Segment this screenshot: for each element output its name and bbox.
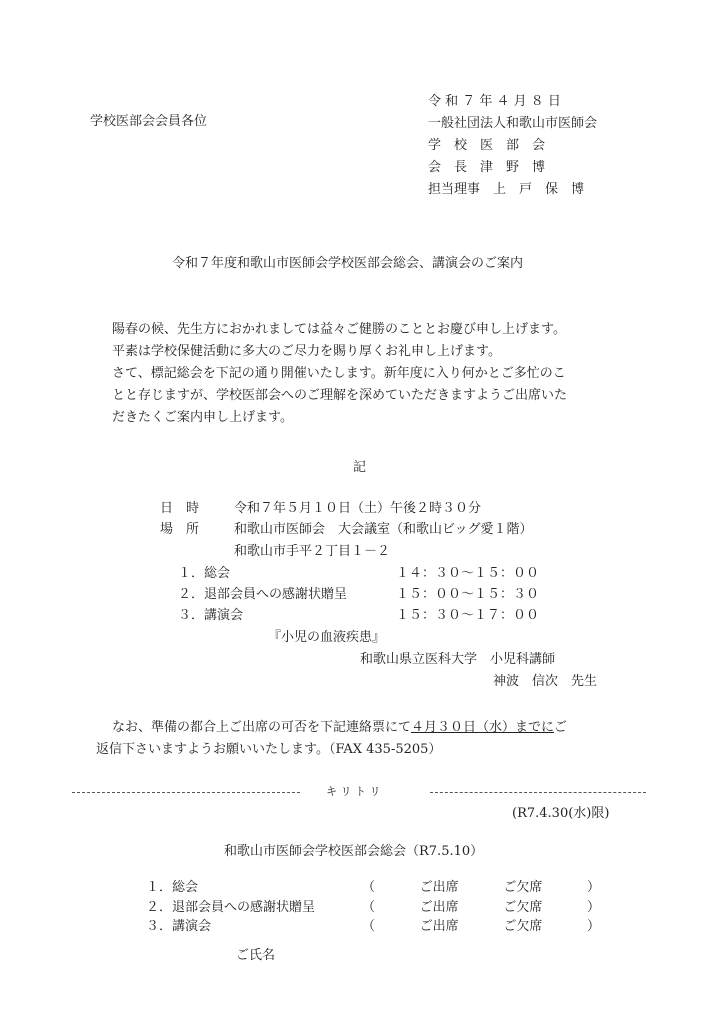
note-line bbox=[112, 716, 567, 735]
sender-president: 会 長 津 野 博 bbox=[428, 160, 546, 175]
attend-option[interactable]: ご出席 bbox=[419, 919, 459, 934]
paren-close: ） bbox=[586, 900, 600, 915]
absent-option[interactable]: ご欠席 bbox=[503, 919, 543, 934]
reply-row-choices bbox=[362, 915, 600, 934]
lecture-title: 『小児の血液疾患』 bbox=[268, 630, 386, 645]
attend-option[interactable]: ご出席 bbox=[419, 880, 459, 895]
body-line: 平素は学校保健活動に多大のご尽力を賜り厚くお礼申し上げます。 bbox=[112, 344, 501, 359]
cut-line-right bbox=[430, 792, 646, 793]
cut-label: キ リ ト リ bbox=[326, 785, 381, 798]
name-label: ご氏名 bbox=[236, 948, 276, 963]
absent-option[interactable]: ご欠席 bbox=[503, 880, 543, 895]
ki-heading: 記 bbox=[353, 460, 367, 475]
paren-open: （ bbox=[362, 880, 376, 895]
paren-open: （ bbox=[362, 919, 376, 934]
absent-option[interactable]: ご欠席 bbox=[503, 900, 543, 915]
reply-deadline: ４月３０日（水）までに bbox=[411, 720, 555, 735]
datetime-value: 令和７年５月１０日（土）午後２時３０分 bbox=[234, 501, 482, 516]
note-line: 返信下さいますようお願いいたします。（FAX 435-5205） bbox=[96, 742, 442, 757]
place-label: 場 所 bbox=[160, 522, 200, 537]
program-item-label: ３．講演会 bbox=[178, 608, 244, 623]
body-line: 陽春の候、先生方におかれましては益々ご健勝のこととお慶び申し上げます。 bbox=[112, 322, 566, 337]
cut-line-left bbox=[72, 792, 300, 793]
sender-org: 一般社団法人和歌山市医師会 bbox=[428, 116, 598, 131]
datetime-label: 日 時 bbox=[160, 501, 200, 516]
body-line: だきたくご案内申し上げます。 bbox=[112, 410, 293, 425]
reply-row-label: １．総会 bbox=[146, 880, 199, 895]
program-item-label: ２．退部会員への感謝状贈呈 bbox=[178, 587, 348, 602]
lecturer-affiliation: 和歌山県立医科大学 小児科講師 bbox=[360, 652, 556, 667]
reply-row-choices bbox=[362, 876, 600, 895]
addressee: 学校医部会会員各位 bbox=[90, 114, 208, 129]
paren-open: （ bbox=[362, 900, 376, 915]
sender-dept: 学 校 医 部 会 bbox=[428, 138, 546, 153]
program-item-time: １５：００～１５：３０ bbox=[396, 587, 540, 602]
reply-row-label: ２．退部会員への感謝状贈呈 bbox=[146, 900, 316, 915]
document-title: 令和７年度和歌山市医師会学校医部会総会、講演会のご案内 bbox=[172, 256, 524, 271]
body-line: さて、標記総会を下記の通り開催いたします。新年度に入り何かとご多忙のこ bbox=[112, 366, 566, 381]
note-text: ご bbox=[554, 720, 568, 735]
note-text: なお、準備の都合上ご出席の可否を下記連絡票にて bbox=[112, 720, 412, 735]
reply-row-label: ３．講演会 bbox=[146, 919, 212, 934]
lecturer-name: 神波 信次 先生 bbox=[493, 674, 598, 689]
paren-close: ） bbox=[586, 919, 600, 934]
attend-option[interactable]: ご出席 bbox=[419, 900, 459, 915]
cut-deadline: (R7.4.30(水)限) bbox=[512, 806, 610, 821]
reply-row-choices bbox=[362, 896, 600, 915]
place-address: 和歌山市手平２丁目１－２ bbox=[234, 544, 391, 559]
place-value: 和歌山市医師会 大会議室（和歌山ビッグ愛１階） bbox=[234, 522, 533, 537]
body-line: とと存じますが、学校医部会へのご理解を深めていただきますようご出席いた bbox=[112, 388, 568, 403]
reply-title: 和歌山市医師会学校医部会総会（R7.5.10） bbox=[224, 844, 484, 859]
issue-date: 令 和 ７ 年 ４ 月 ８ 日 bbox=[428, 94, 561, 109]
sender-director: 担当理事 上 戸 保 博 bbox=[428, 182, 585, 197]
paren-close: ） bbox=[586, 880, 600, 895]
program-item-time: １５：３０～１７：００ bbox=[396, 608, 540, 623]
program-item-label: １．総会 bbox=[178, 566, 231, 581]
program-item-time: １４：３０～１５：００ bbox=[396, 566, 540, 581]
